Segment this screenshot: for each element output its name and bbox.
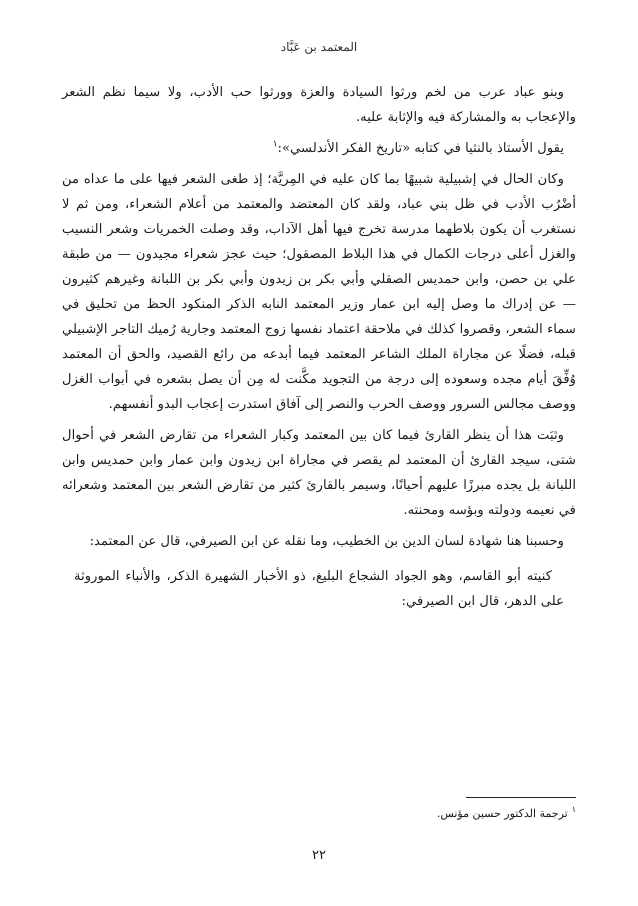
footnote-text: ترجمة الدكتور حسين مؤنس.	[436, 807, 568, 820]
footnote	[62, 805, 576, 823]
body-text	[62, 80, 576, 620]
paragraph-2-text: يقول الأستاذ بالنثيا في كتابه «تاريخ الفكر الأندلسي»:	[277, 141, 564, 156]
footnote-mark: ١	[571, 805, 576, 815]
paragraph-5: وحسبنا هنا شهادة لسان الدين بن الخطيب، وما نقله عن ابن الصيرفي، قال عن المعتمد:	[89, 534, 564, 549]
document-page	[62, 0, 576, 906]
paragraph-1: وبنو عباد عرب من لخم ورثوا السيادة والعزة وورثوا حب الأدب، ولا سيما نظم الشعر والإعجاب به والمشاركة فيه والإثابة عليه.	[62, 85, 576, 125]
footnote-reference[interactable]: ١	[272, 139, 278, 150]
running-head: المعتمد بن عَبَّاد	[280, 40, 358, 54]
paragraph-2	[62, 136, 576, 161]
paragraph-4: وثبَت هذا أن ينظر القارئ فيما كان بين المعتمد وكبار الشعراء من تقارض الشعر في أحوال شتى، سيجد القارئ أن المعتمد لم يقصر في مجاراة ابن زيدون وابن عمار وابن حمديس وابن اللبانة بل يجده مبرزًا عليهم أحيانًا، وسيمر بالقارئ كثير من تقارض الشعر بين المعتمد وشعرائه في نعيمه ودولته وبؤسه ومحنته.	[62, 428, 576, 518]
paragraph-3: وكان الحال في إشبيلية شبيهًا بما كان عليه في المِريَّة؛ إذ طغى الشعر فيها على ما عداه من أضْرُب الأدب في ظل بني عباد، ولقد كان المعتضد والمعتمد من أعلام الشعراء، ومن ثم لا نستغرب أن يكون بلاطهما مدرسة تخرج فيها أهل الآداب، وقد وصلت الخمريات وشعر النسيب والغزل أعلى درجات الكمال في هذا البلاط المصقول؛ حيث عجز شعراء مجيدون — من طبقة علي بن حصن، وابن حمديس الصقلي وأبي بكر بن زيدون وأبي بكر بن اللبانة وغيرهم كثيرون — عن إدراك ما وصل إليه ابن عمار وزير المعتمد النابه الذكر المنكود الحظ من تحليق في سماء الشعر، وقصروا كذلك في ملاحقة اعتماد نفسها زوج المعتمد وجارية رُميك التاجر الإشبيلي قبله، فضلًا عن مجاراة الملك الشاعر المعتمد فيما أبدعه من رائع القصيد، والحق أن المعتمد وُفِّقَ أيام مجده وسعوده إلى درجة من التجويد مكَّنت له مِن أن يصل بشعره في أبواب الغزل ووصف مجالس السرور ووصف الحرب والنصر إلى آفاق استدرت إعجاب البدو أنفسهم.	[62, 172, 576, 412]
footnote-divider	[466, 797, 576, 798]
page-number: ٢٢	[312, 848, 326, 863]
paragraph-6-quote: كنيته أبو القاسم، وهو الجواد الشجاع البليغ، ذو الأخبار الشهيرة الذكر، والأنباء الموروثة على الدهر، قال ابن الصيرفي:	[74, 569, 564, 609]
